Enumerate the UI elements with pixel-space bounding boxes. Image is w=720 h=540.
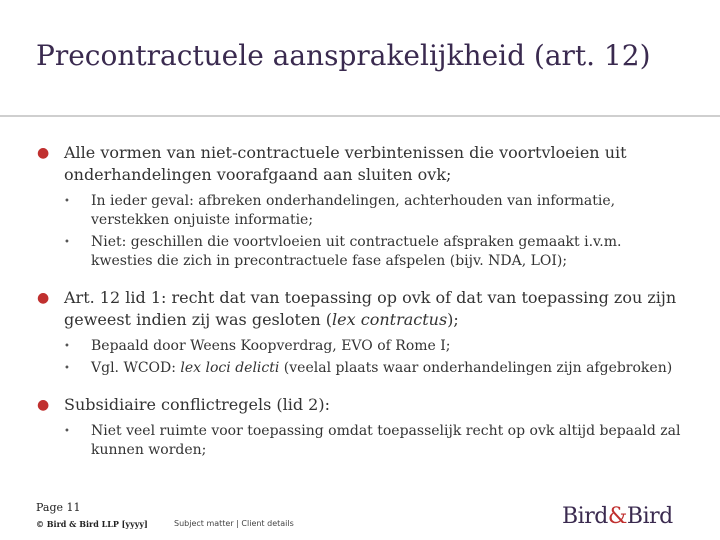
logo-word-left: Bird <box>562 504 608 529</box>
sub-bullet-list <box>64 422 686 460</box>
sub-bullet-dot-icon: • <box>64 426 70 437</box>
bullet-item <box>36 394 686 416</box>
sub-bullet-item <box>64 233 686 271</box>
sub-bullet-list <box>64 337 686 378</box>
sub-bullet-text: Bepaald door Weens Koopverdrag, EVO of Rome I; <box>91 338 451 354</box>
sub-bullet-dot-icon: • <box>64 196 70 207</box>
bullet-item <box>36 287 686 331</box>
bullet-dot-icon: ● <box>37 397 50 413</box>
page-number: Page 11 <box>36 501 81 514</box>
bullet-text-part: ); <box>447 310 459 329</box>
copyright-notice: © Bird & Bird LLP [yyyy] <box>36 519 148 529</box>
sub-bullet-item <box>64 422 686 460</box>
sub-bullet-text: Niet: geschillen die voortvloeien uit contractuele afspraken gemaakt i.v.m. kwesties die zich in precontractuele fase afspelen (bijv. NDA, LOI); <box>91 234 622 269</box>
slide-content <box>36 142 686 476</box>
bullet-text-italic: lex contractus <box>332 310 448 329</box>
sub-bullet-text: In ieder geval: afbreken onderhandelingen, achterhouden van informatie, verstekken onjuiste informatie; <box>91 193 616 228</box>
logo-ampersand: & <box>607 504 627 529</box>
bullet-text-part: Art. 12 lid 1: recht dat van toepassing op ovk of dat van toepassing zou zijn geweest indien zij was gesloten ( <box>64 288 677 329</box>
bullet-dot-icon: ● <box>37 145 50 161</box>
sub-bullet-text <box>91 360 672 376</box>
sub-bullet-list <box>64 192 686 271</box>
title-divider <box>0 115 720 117</box>
logo-word-right: Bird <box>626 504 673 529</box>
sub-bullet-text-part: (veelal plaats waar onderhandelingen zijn afgebroken) <box>279 360 673 376</box>
sub-bullet-item <box>64 337 686 356</box>
sub-bullet-text-italic: lex loci delicti <box>180 360 280 376</box>
bullet-item <box>36 142 686 186</box>
bullet-dot-icon: ● <box>37 290 50 306</box>
bullet-block-1 <box>36 142 686 271</box>
sub-bullet-text: Niet veel ruimte voor toepassing omdat toepasselijk recht op ovk altijd bepaald zal kunnen worden; <box>91 423 681 458</box>
sub-bullet-dot-icon: • <box>64 237 70 248</box>
subject-client-details: Subject matter | Client details <box>174 519 294 528</box>
sub-bullet-text-part: Vgl. WCOD: <box>91 360 181 376</box>
slide-title: Precontractuele aansprakelijkheid (art. 12) <box>36 39 651 72</box>
bullet-text: Subsidiaire conflictregels (lid 2): <box>64 395 330 414</box>
bullet-block-2 <box>36 287 686 378</box>
sub-bullet-dot-icon: • <box>64 341 70 352</box>
bullet-block-3 <box>36 394 686 460</box>
bullet-text <box>64 288 676 329</box>
sub-bullet-item <box>64 359 686 378</box>
bird-and-bird-logo <box>562 500 673 534</box>
sub-bullet-dot-icon: • <box>64 363 70 374</box>
bullet-text: Alle vormen van niet-contractuele verbintenissen die voortvloeien uit onderhandelingen voorafgaand aan sluiten ovk; <box>64 143 627 184</box>
sub-bullet-item <box>64 192 686 230</box>
